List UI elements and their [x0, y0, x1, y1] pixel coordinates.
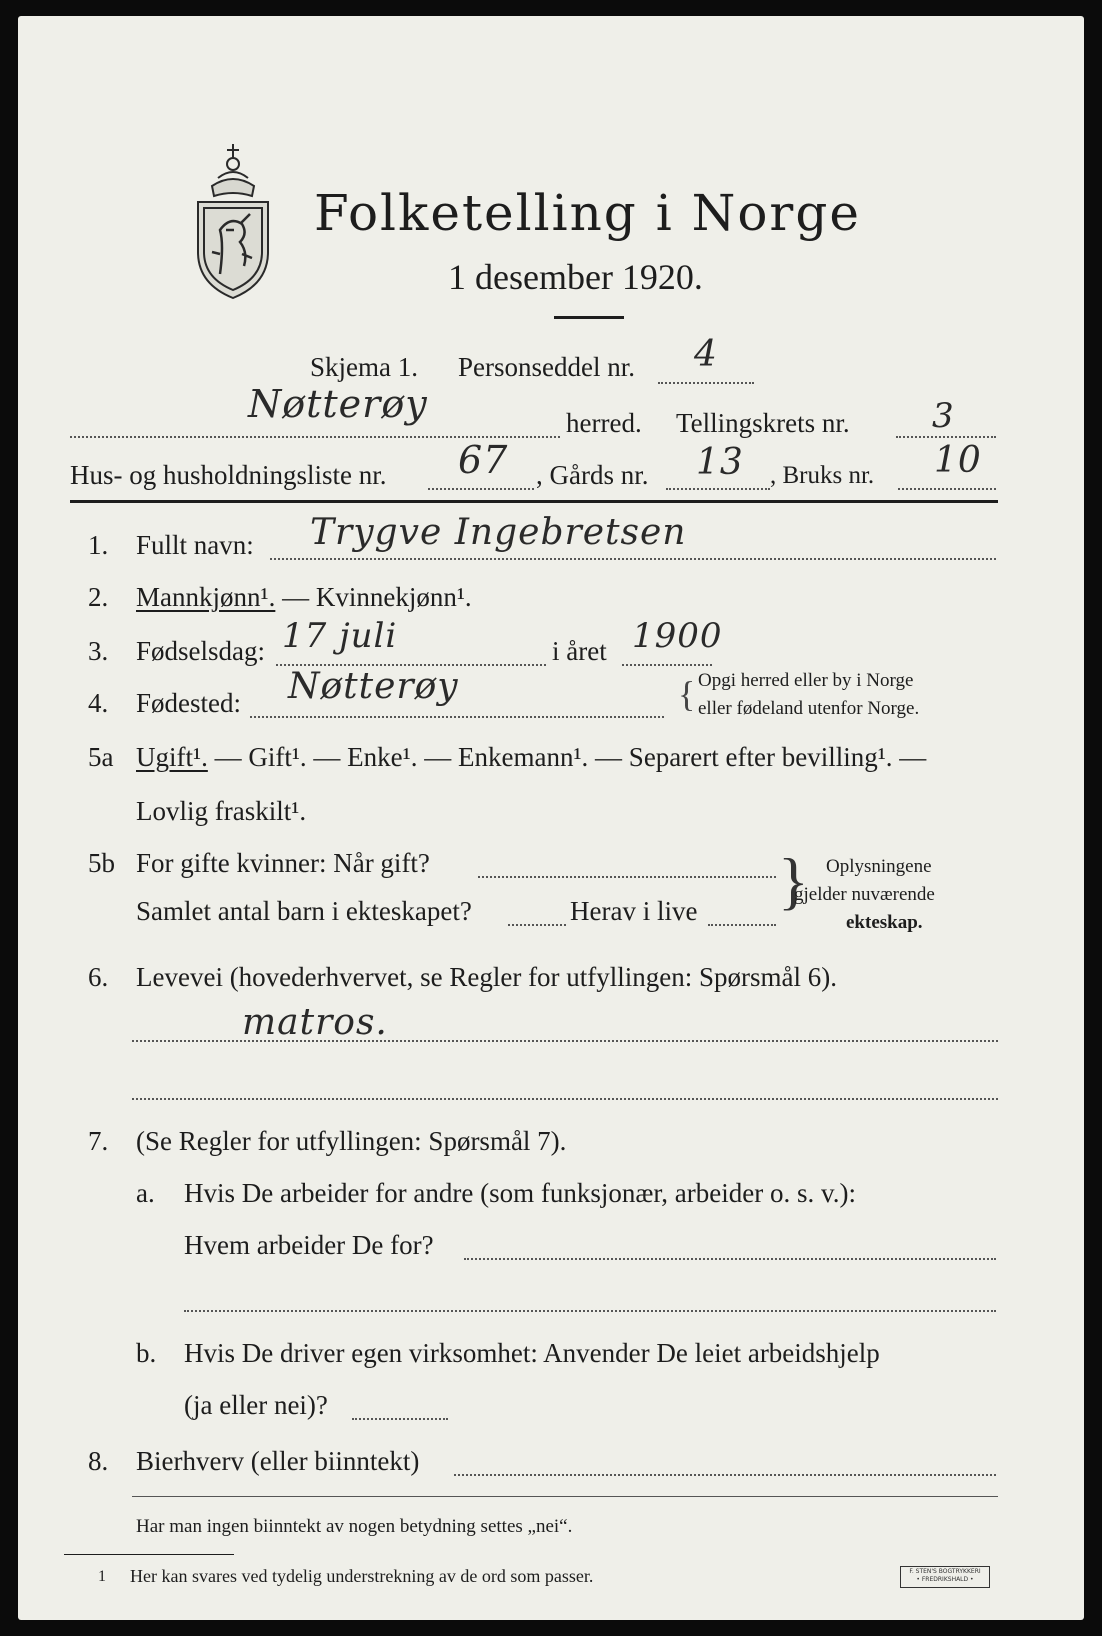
- hus-value: 67: [458, 438, 509, 482]
- q6-value: matros.: [242, 1002, 388, 1043]
- q4-brace: {: [678, 674, 696, 714]
- q3-year-label: i året: [552, 636, 607, 666]
- q5a-line2: Lovlig fraskilt¹.: [136, 796, 307, 826]
- footnote-rule: [64, 1554, 234, 1555]
- q7a-answer-line1: [464, 1258, 996, 1260]
- q7-number: 7.: [88, 1126, 109, 1156]
- q7a-letter: a.: [136, 1178, 155, 1208]
- tellingskrets-value: 3: [932, 396, 955, 436]
- q6-label: Levevei (hovederhvervet, se Regler for utfyllingen: Spørsmål 6).: [136, 962, 838, 992]
- q7b-line2: (ja eller nei)?: [184, 1390, 328, 1420]
- q4-label: Fødested:: [136, 688, 241, 718]
- q6-number: 6.: [88, 962, 109, 992]
- q6-line1: [132, 1040, 998, 1042]
- coat-of-arms-icon: [190, 134, 276, 304]
- title-divider: [554, 316, 624, 319]
- q8-line: [454, 1474, 996, 1476]
- q7b-letter: b.: [136, 1338, 157, 1368]
- q5a-number: 5a: [88, 742, 114, 772]
- q5b-number: 5b: [88, 848, 115, 878]
- q5b-note3: ekteskap.: [846, 912, 923, 933]
- q7-label: (Se Regler for utfyllingen: Spørsmål 7).: [136, 1126, 567, 1156]
- tellingskrets-label: Tellingskrets nr.: [676, 408, 850, 438]
- personseddel-label: Personseddel nr.: [458, 352, 635, 382]
- printer-stamp-line1: F. STEN'S BOGTRYKKERI: [909, 1568, 981, 1575]
- q7b-line1: Hvis De driver egen virksomhet: Anvender De leiet arbeidshjelp: [184, 1338, 880, 1368]
- q5b-brace: }: [778, 845, 809, 916]
- bruks-line: [898, 488, 996, 490]
- q5b-note2: gjelder nuværende: [794, 884, 935, 905]
- bruks-value: 10: [934, 440, 982, 481]
- schema-label: Skjema 1.: [310, 352, 418, 382]
- q5b-children-line: [508, 924, 566, 926]
- q2-options: [136, 582, 472, 613]
- q5b-line2a: Samlet antal barn i ekteskapet?: [136, 896, 472, 926]
- header-rule: [70, 500, 998, 503]
- q5a-other-options: — Gift¹. — Enke¹. — Enkemann¹. — Separert efter bevilling¹. —: [207, 742, 927, 772]
- q2-option-female[interactable]: Kvinnekjønn¹.: [315, 582, 472, 612]
- q2-separator: —: [275, 582, 316, 612]
- q7a-answer-line2: [184, 1310, 996, 1312]
- hus-line: [428, 488, 534, 490]
- q3-year-line: [622, 664, 712, 666]
- q4-line: [250, 716, 664, 718]
- q4-note-line2: eller fødeland utenfor Norge.: [698, 698, 920, 719]
- q3-year-value: 1900: [632, 616, 723, 656]
- footnote-number: 1: [98, 1568, 106, 1585]
- q4-value: Nøtterøy: [288, 666, 459, 707]
- hus-label: Hus- og husholdningsliste nr.: [70, 460, 387, 490]
- q5b-alive-line: [708, 924, 776, 926]
- q2-option-male[interactable]: Mannkjønn¹.: [136, 582, 276, 612]
- q1-label: Fullt navn:: [136, 530, 254, 560]
- q8-rule: [132, 1496, 998, 1497]
- q2-number: 2.: [88, 582, 109, 612]
- q3-number: 3.: [88, 636, 109, 666]
- q3-label: Fødselsdag:: [136, 636, 266, 666]
- form-title: Folketelling i Norge: [314, 184, 861, 242]
- q4-note-line1: Opgi herred eller by i Norge: [698, 670, 914, 691]
- q5b-married-line: [478, 876, 776, 878]
- personseddel-line: [658, 382, 754, 384]
- q1-line: [270, 558, 996, 560]
- q4-number: 4.: [88, 688, 109, 718]
- q5a-options: [136, 742, 926, 773]
- q8-label: Bierhverv (eller biinntekt): [136, 1446, 420, 1476]
- q8-number: 8.: [88, 1446, 109, 1476]
- q5b-line1: For gifte kvinner: Når gift?: [136, 848, 430, 878]
- printer-stamp: [900, 1566, 990, 1588]
- q5b-line2b: Herav i live: [570, 896, 698, 926]
- footnote-text: Her kan svares ved tydelig understrekning av de ord som passer.: [130, 1566, 594, 1586]
- census-form-page: [18, 16, 1084, 1620]
- personseddel-value: 4: [694, 334, 718, 375]
- form-date: 1 desember 1920.: [448, 257, 703, 297]
- footer-note: Har man ingen biinntekt av nogen betydning settes „nei“.: [136, 1516, 573, 1537]
- gards-label: , Gårds nr.: [536, 460, 649, 490]
- herred-label: herred.: [566, 408, 642, 438]
- gards-line: [666, 488, 770, 490]
- gards-value: 13: [696, 442, 744, 483]
- q7a-line1: Hvis De arbeider for andre (som funksjonær, arbeider o. s. v.):: [184, 1178, 856, 1208]
- q1-number: 1.: [88, 530, 109, 560]
- q5a-option-ugift[interactable]: Ugift¹.: [136, 742, 208, 772]
- q7a-line2: Hvem arbeider De for?: [184, 1230, 434, 1260]
- bruks-label: , Bruks nr.: [770, 462, 875, 489]
- q1-value: Trygve Ingebretsen: [310, 512, 687, 553]
- q7b-answer-line: [352, 1418, 448, 1420]
- tellingskrets-line: [896, 436, 996, 438]
- printer-stamp-line2: • FREDRIKSHALD •: [916, 1576, 974, 1583]
- q6-line2: [132, 1098, 998, 1100]
- q3-value: 17 juli: [282, 616, 398, 656]
- herred-value: Nøtterøy: [248, 382, 428, 426]
- q5b-note1: Oplysningene: [826, 856, 932, 877]
